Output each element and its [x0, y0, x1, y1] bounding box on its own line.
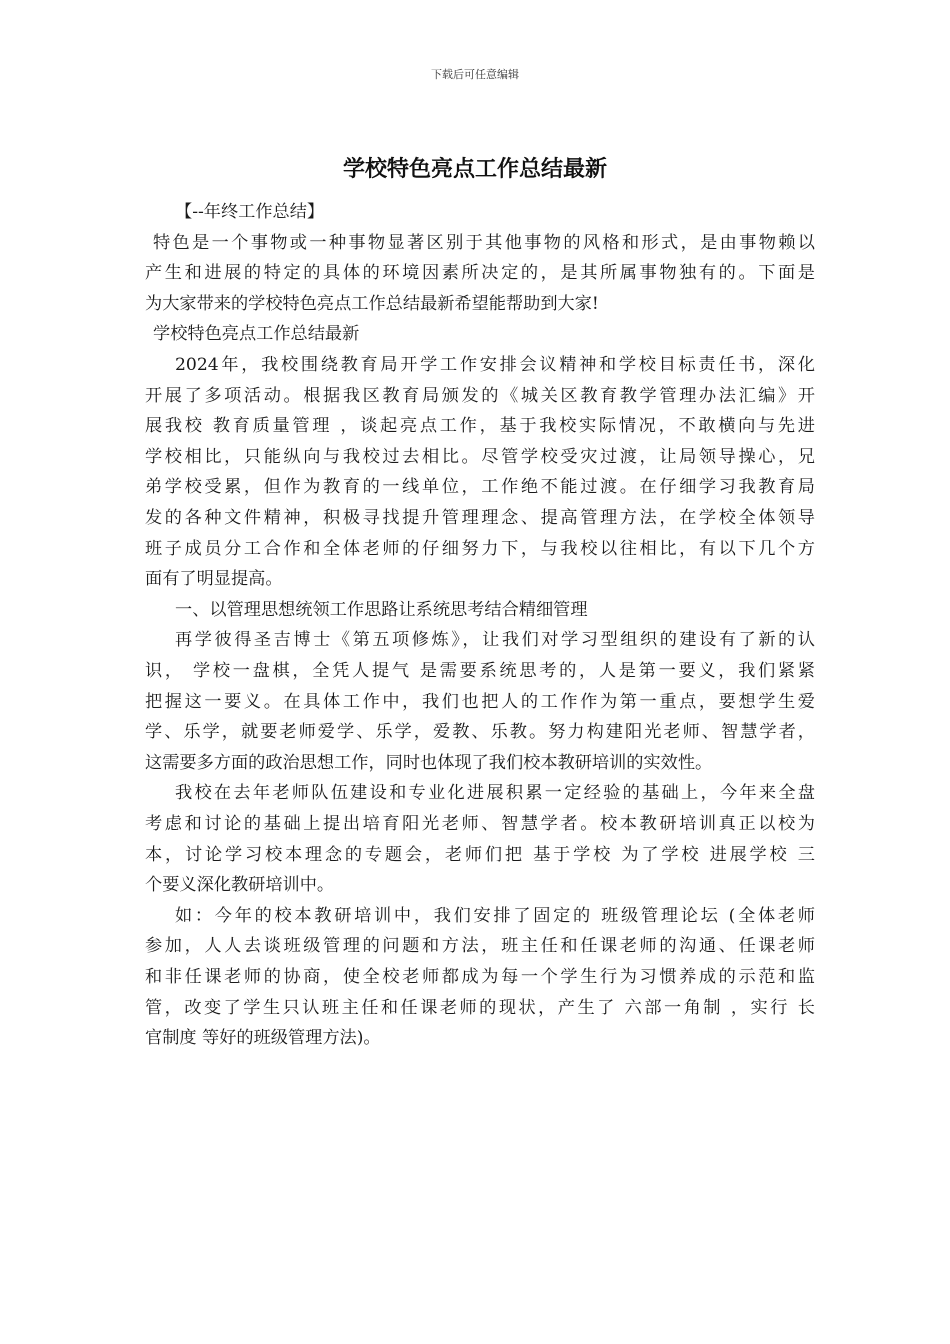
text-line: 如：今年的校本教研培训中，我们安排了固定的 班级管理论坛 (全体老师	[175, 905, 815, 926]
text-line: 识， 学校一盘棋，全凭人提气 是需要系统思考的，人是第一要义，我们紧紧	[145, 661, 815, 681]
text-line: 个要义深化教研培训中。	[145, 875, 335, 896]
text-line: 参加，人人去谈班级管理的问题和方法，班主任和任课老师的沟通、任课老师	[145, 936, 815, 957]
text-line: 为大家带来的学校特色亮点工作总结最新希望能帮助到大家!	[145, 293, 599, 314]
text-line: 把握这一要义。在具体工作中，我们也把人的工作作为第一重点，要想学生爱	[145, 691, 815, 712]
text-line: 学、乐学，就要老师爱学、乐学，爱教、乐教。努力构建阳光老师、智慧学者，	[145, 722, 815, 743]
text-line: 特色是一个事物或一种事物显著区别于其他事物的风格和形式，是由事物赖以	[153, 232, 815, 253]
text-line: 产生和进展的特定的具体的环境因素所决定的，是其所属事物独有的。下面是	[145, 263, 815, 284]
text-line: 和非任课老师的协商，使全校老师都成为每一个学生行为习惯养成的示范和监	[145, 967, 815, 987]
text-line: 一、以管理思想统领工作思路让系统思考结合精细管理	[175, 599, 588, 620]
text-line: 【--年终工作总结】	[175, 202, 325, 222]
text-line: 我校在去年老师队伍建设和专业化进展积累一定经验的基础上，今年来全盘	[175, 783, 815, 804]
text-line: 发的各种文件精神，积极寻找提升管理理念、提高管理方法，在学校全体领导	[145, 508, 815, 528]
text-line: 考虑和讨论的基础上提出培育阳光老师、智慧学者。校本教研培训真正以校为	[145, 814, 815, 834]
text-line: 展我校 教育质量管理 ，谈起亮点工作，基于我校实际情况，不敢横向与先进	[145, 416, 815, 437]
document-title: 学校特色亮点工作总结最新	[342, 157, 607, 182]
text-line: 弟学校受累，但作为教育的一线单位，工作绝不能过渡。在仔细学习我教育局	[145, 477, 815, 498]
header-note: 下载后可任意编辑	[431, 68, 519, 81]
text-line: 这需要多方面的政治思想工作，同时也体现了我们校本教研培训的实效性。	[145, 752, 713, 773]
text-line: 官制度 等好的班级管理方法)。	[145, 1028, 381, 1049]
text-line: 开展了多项活动。根据我区教育局颁发的《城关区教育教学管理办法汇编》开	[145, 385, 815, 406]
text-line: 面有了明显提高。	[145, 569, 283, 590]
text-line: 学校特色亮点工作总结最新	[153, 324, 360, 345]
text-line: 本，讨论学习校本理念的专题会，老师们把 基于学校 为了学校 进展学校 三	[145, 844, 815, 865]
text-line: 管，改变了学生只认班主任和任课老师的现状，产生了 六部一角制 ，实行 长	[145, 997, 815, 1018]
text-line: 再学彼得圣吉博士《第五项修炼》，让我们对学习型组织的建设有了新的认	[175, 630, 815, 651]
text-line: 2024年，我校围绕教育局开学工作安排会议精神和学校目标责任书，深化	[175, 355, 815, 375]
text-line: 学校相比，只能纵向与我校过去相比。尽管学校受灾过渡，让局领导操心，兄	[145, 446, 815, 467]
text-line: 班子成员分工合作和全体老师的仔细努力下，与我校以往相比，有以下几个方	[145, 538, 815, 559]
